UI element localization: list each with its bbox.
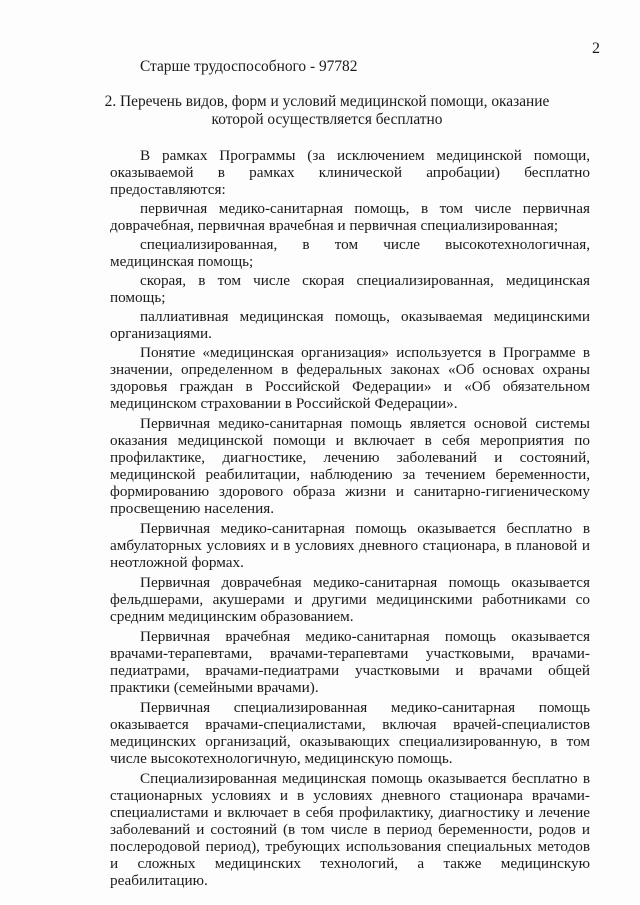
paragraph: скорая, в том числе скорая специализированная, медицинская помощь; — [110, 272, 590, 306]
top-line: Старше трудоспособного - 97782 — [140, 58, 358, 75]
paragraph: Первичная врачебная медико-санитарная помощь оказывается врачами-терапевтами, врачами-терапевтами участковыми, врачами-педиатрами, врачами-педиатрами участковыми и врачами общей практики (семейными врачами). — [110, 628, 590, 696]
paragraph: Специализированная медицинская помощь оказывается бесплатно в стационарных условиях и в условиях дневного стационара врачами-специалистами и включает в себя профилактику, диагностику и лечение заболеваний и состояний (в том числе в период беременности, родов и послеродовой период), требующих использования специальных методов и сложных медицинских технологий, а также медицинскую реабилитацию. — [110, 770, 590, 889]
paragraph: Понятие «медицинская организация» используется в Программе в значении, определенном в федеральных законах «Об основах охраны здоровья граждан в Российской Федерации» и «Об обязательном медицинском страховании в Российской Федерации». — [110, 344, 590, 412]
paragraph: Первичная медико-санитарная помощь является основой системы оказания медицинской помощи и включает в себя мероприятия по профилактике, диагностике, лечению заболеваний и состояний, медицинской реабилитации, наблюдению за течением беременности, формированию здорового образа жизни и санитарно-гигиеническому просвещению населения. — [110, 415, 590, 517]
paragraph: Первичная специализированная медико-санитарная помощь оказывается врачами-специалистами, включая врачей-специалистов медицинских организаций, оказывающих специализированную, в том числе высокотехнологичную, медицинскую помощь. — [110, 699, 590, 767]
paragraph: первичная медико-санитарная помощь, в том числе первичная доврачебная, первичная врачебная и первичная специализированная; — [110, 200, 590, 234]
paragraph: паллиативная медицинская помощь, оказываемая медицинскими организациями. — [110, 308, 590, 342]
section-heading: 2. Перечень видов, форм и условий медицинской помощи, оказание которой осуществляется бесплатно — [104, 93, 550, 128]
page-number: 2 — [592, 40, 600, 57]
paragraph: специализированная, в том числе высокотехнологичная, медицинская помощь; — [110, 236, 590, 270]
paragraph: Первичная медико-санитарная помощь оказывается бесплатно в амбулаторных условиях и в условиях дневного стационара, в плановой и неотложной формах. — [110, 520, 590, 571]
paragraph: В рамках Программы (за исключением медицинской помощи, оказываемой в рамках клинической апробации) бесплатно предоставляются: — [110, 147, 590, 198]
paragraph: Первичная доврачебная медико-санитарная помощь оказывается фельдшерами, акушерами и другими медицинскими работниками со средним медицинским образованием. — [110, 574, 590, 625]
document-body — [110, 147, 590, 891]
